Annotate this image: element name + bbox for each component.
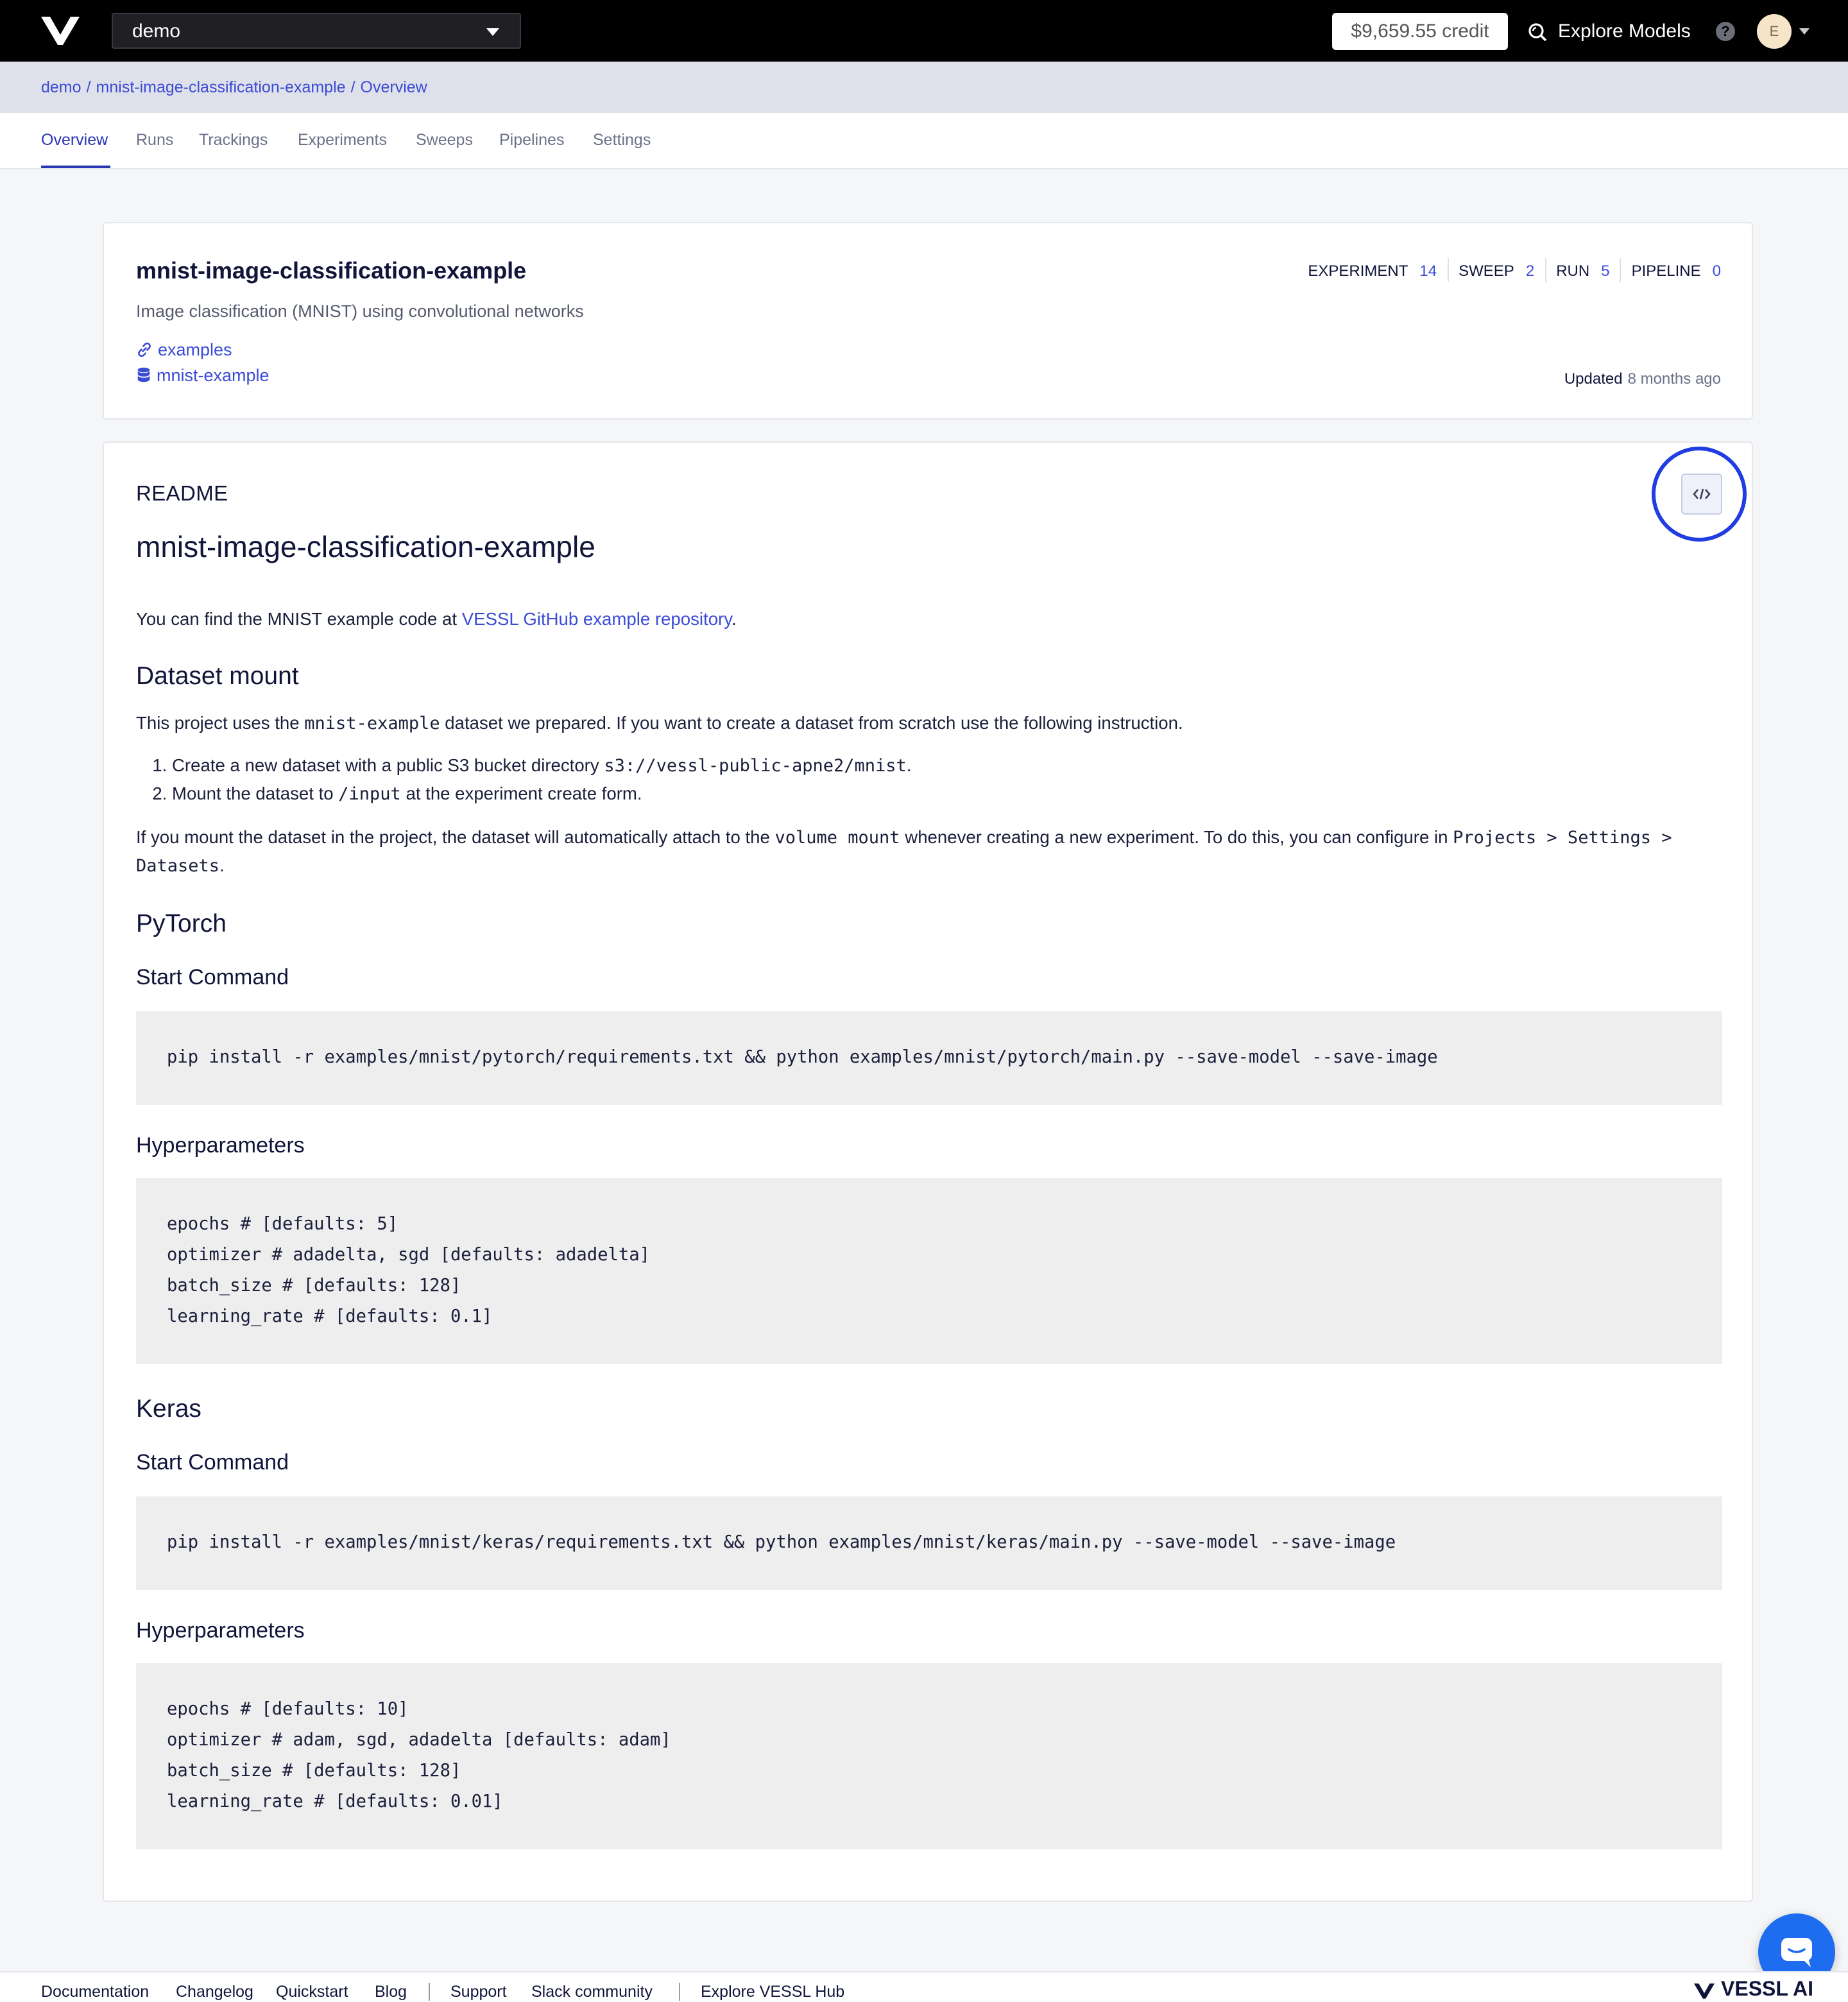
tab-trackings[interactable]: Trackings xyxy=(199,131,268,149)
repo-link-label: examples xyxy=(158,340,232,359)
dataset-link-label: mnist-example xyxy=(157,366,270,385)
tab-overview[interactable]: Overview xyxy=(41,131,108,149)
stat-run[interactable] xyxy=(1544,258,1620,282)
avatar-caret-down-icon[interactable] xyxy=(1799,28,1810,35)
credit-label: $9,659.55 credit xyxy=(1351,21,1489,42)
top-navbar xyxy=(0,0,1848,62)
dataset-steps-list xyxy=(136,752,1720,809)
mount-text: If you mount the dataset in the project, the dataset will automatically attach to the xyxy=(136,828,775,847)
mount-paragraph xyxy=(136,824,1720,880)
pytorch-hp-code: epochs # [defaults: 5] optimizer # adadelta, sgd [defaults: adadelta] batch_size # [defaults: 128] learning_rate # [defaults: 0.1] xyxy=(136,1178,1722,1364)
breadcrumb-separator: / xyxy=(86,78,91,96)
footer-link-documentation[interactable]: Documentation xyxy=(41,1983,150,2001)
project-title: mnist-image-classification-example xyxy=(136,258,527,284)
keras-heading: Keras xyxy=(136,1395,201,1423)
breadcrumb-item-overview[interactable]: Overview xyxy=(360,78,427,96)
dataset-code: mnist-example xyxy=(304,714,440,734)
mount-text-mid: whenever creating a new experiment. To do this, you can configure in xyxy=(900,828,1453,847)
pytorch-start-heading: Start Command xyxy=(136,965,289,989)
vessl-logo-icon[interactable] xyxy=(41,15,80,46)
step-code: /input xyxy=(338,784,401,805)
readme-heading: mnist-image-classification-example xyxy=(136,530,595,563)
readme-label: README xyxy=(136,483,228,506)
dataset-mount-heading: Dataset mount xyxy=(136,662,299,690)
project-stats xyxy=(1308,258,1721,282)
stat-sweep[interactable] xyxy=(1447,258,1544,282)
keras-hp-heading: Hyperparameters xyxy=(136,1618,305,1643)
footer-brand-name: VESSL AI xyxy=(1721,1979,1814,2001)
updated-ago: 8 months ago xyxy=(1627,370,1721,388)
vessl-logo-icon xyxy=(1694,1982,1715,1999)
step-text: Create a new dataset with a public S3 bucket directory xyxy=(172,756,604,775)
explore-search-icon xyxy=(1527,21,1548,42)
link-icon xyxy=(136,341,153,358)
dataset-paragraph xyxy=(136,710,1720,738)
footer-brand xyxy=(1694,1979,1813,2002)
avatar[interactable] xyxy=(1757,14,1792,49)
breadcrumb xyxy=(0,62,1848,113)
tab-runs[interactable]: Runs xyxy=(136,131,174,149)
explore-models-label: Explore Models xyxy=(1558,21,1691,42)
intro-suffix: . xyxy=(732,610,737,629)
highlight-ring xyxy=(1652,447,1747,542)
keras-hp-code: epochs # [defaults: 10] optimizer # adam, sgd, adadelta [defaults: adam] batch_size # [defaults: 128] learning_rate # [defaults: 0.01] xyxy=(136,1663,1722,1849)
caret-down-icon xyxy=(486,28,499,36)
mount-code-path: Projects > Settings > Datasets xyxy=(136,828,1672,877)
breadcrumb-separator: / xyxy=(350,78,355,96)
project-select-value: demo xyxy=(132,20,181,42)
active-tab-indicator xyxy=(41,166,110,168)
dataset-link[interactable] xyxy=(136,366,270,385)
list-item xyxy=(172,780,1720,809)
footer xyxy=(0,1971,1848,2002)
pytorch-heading: PyTorch xyxy=(136,910,227,938)
stat-experiment[interactable] xyxy=(1308,258,1447,282)
breadcrumb-item-demo[interactable]: demo xyxy=(41,78,81,96)
list-item xyxy=(172,752,1720,780)
repo-link[interactable] xyxy=(136,340,232,359)
footer-link-quickstart[interactable]: Quickstart xyxy=(276,1983,348,2001)
pytorch-start-code: pip install -r examples/mnist/pytorch/requirements.txt && python examples/mnist/pytorch/main.py --save-model --save-image xyxy=(136,1011,1722,1105)
tab-settings[interactable]: Settings xyxy=(593,131,651,149)
stat-value: 0 xyxy=(1712,261,1721,279)
dataset-text-suffix: dataset we prepared. If you want to create a dataset from scratch use the following instruction. xyxy=(440,714,1183,733)
project-description: Image classification (MNIST) using convolutional networks xyxy=(136,302,584,321)
mount-suffix: . xyxy=(219,856,225,875)
pytorch-hp-heading: Hyperparameters xyxy=(136,1133,305,1158)
keras-start-heading: Start Command xyxy=(136,1450,289,1475)
step-suffix: . xyxy=(906,756,912,775)
mount-code: volume mount xyxy=(774,828,900,848)
footer-divider xyxy=(679,1983,680,2001)
project-select[interactable] xyxy=(112,13,521,49)
help-icon[interactable] xyxy=(1716,22,1735,41)
readme-card xyxy=(103,441,1753,1902)
footer-link-changelog[interactable]: Changelog xyxy=(176,1983,253,2001)
stat-pipeline[interactable] xyxy=(1620,258,1721,282)
breadcrumb-item-project[interactable]: mnist-image-classification-example xyxy=(96,78,346,96)
footer-link-support[interactable]: Support xyxy=(450,1983,507,2001)
stat-label: PIPELINE xyxy=(1631,261,1701,279)
tab-pipelines[interactable]: Pipelines xyxy=(499,131,565,149)
keras-start-code: pip install -r examples/mnist/keras/requirements.txt && python examples/mnist/keras/main.py --save-model --save-image xyxy=(136,1496,1722,1590)
step-code: s3://vessl-public-apne2/mnist xyxy=(604,756,907,776)
step-suffix: at the experiment create form. xyxy=(400,784,642,803)
credit-button[interactable] xyxy=(1332,13,1508,50)
explore-models-button[interactable] xyxy=(1527,13,1691,50)
footer-link-blog[interactable]: Blog xyxy=(375,1983,407,2001)
project-summary-card xyxy=(103,222,1753,420)
intro-text: You can find the MNIST example code at xyxy=(136,610,462,629)
avatar-initial: E xyxy=(1769,24,1779,39)
footer-divider xyxy=(429,1983,430,2001)
database-icon xyxy=(136,367,151,384)
updated-label: Updated xyxy=(1564,370,1623,388)
help-glyph: ? xyxy=(1721,24,1730,39)
stat-value: 14 xyxy=(1419,261,1437,279)
footer-link-hub[interactable]: Explore VESSL Hub xyxy=(701,1983,845,2001)
chat-bubble-icon xyxy=(1777,1933,1816,1971)
github-repo-link[interactable]: VESSL GitHub example repository xyxy=(461,610,732,629)
readme-intro xyxy=(136,606,1720,634)
stat-label: EXPERIMENT xyxy=(1308,261,1408,279)
stat-value: 2 xyxy=(1525,261,1535,279)
stat-label: RUN xyxy=(1556,261,1590,279)
stat-value: 5 xyxy=(1601,261,1610,279)
updated-timestamp xyxy=(1564,370,1721,388)
tab-sweeps[interactable]: Sweeps xyxy=(416,131,473,149)
stat-label: SWEEP xyxy=(1459,261,1514,279)
project-tabs xyxy=(0,113,1848,169)
step-text: Mount the dataset to xyxy=(172,784,339,803)
dataset-text: This project uses the xyxy=(136,714,305,733)
footer-link-slack[interactable]: Slack community xyxy=(531,1983,653,2001)
tab-experiments[interactable]: Experiments xyxy=(298,131,387,149)
